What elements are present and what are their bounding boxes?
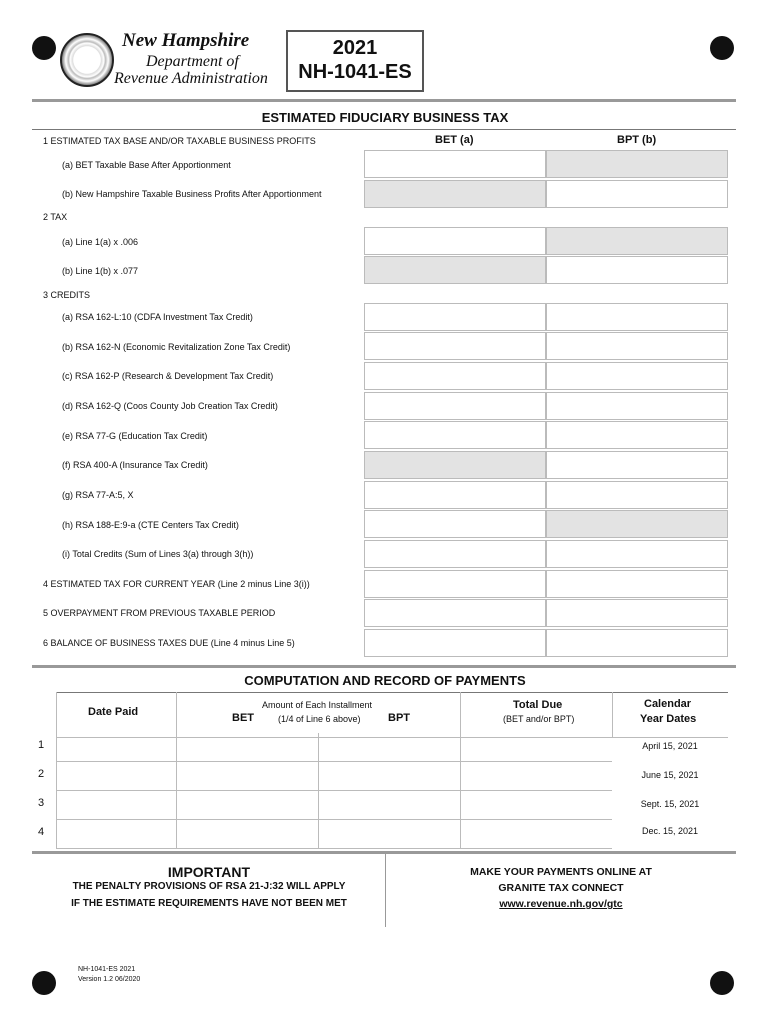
payment-1-date-input[interactable] xyxy=(56,733,176,762)
payment-4-bpt-input[interactable] xyxy=(318,820,460,849)
form-title: ESTIMATED FIDUCIARY BUSINESS TAX xyxy=(261,110,509,125)
amount-header: Amount of Each Installment xyxy=(262,700,373,710)
line-3f-bet-shaded xyxy=(364,451,546,479)
line-3i-bet-input[interactable] xyxy=(364,540,546,568)
line-3a-bet-input[interactable] xyxy=(364,303,546,331)
date-paid-header: Date Paid xyxy=(88,706,139,718)
bpt-column-header: BPT (b) xyxy=(617,134,657,146)
state-seal-icon xyxy=(60,33,114,87)
online-line-2: GRANITE TAX CONNECT xyxy=(498,882,624,894)
line-3i-label: (i) Total Credits (Sum of Lines 3(a) through 3(h)) xyxy=(62,549,254,559)
line-3e-bpt-input[interactable] xyxy=(546,421,728,449)
line-4-bet-input[interactable] xyxy=(364,570,546,598)
line-3g-bpt-input[interactable] xyxy=(546,481,728,509)
bet-column-header: BET (a) xyxy=(435,134,474,146)
line-3f-label: (f) RSA 400-A (Insurance Tax Credit) xyxy=(62,460,208,470)
line-2b-bet-shaded xyxy=(364,256,546,284)
line-1b-bpt-input[interactable] xyxy=(546,180,728,208)
payment-3-date-input[interactable] xyxy=(56,791,176,820)
payment-3-bet-input[interactable] xyxy=(176,791,318,820)
agency-dept: Department of xyxy=(146,53,239,70)
payment-2-due-date: June 15, 2021 xyxy=(641,770,699,780)
line-3c-bpt-input[interactable] xyxy=(546,362,728,390)
payment-4-due-date: Dec. 15, 2021 xyxy=(641,826,699,836)
registration-mark-top-left xyxy=(32,36,56,60)
payment-row-2-number: 2 xyxy=(38,768,45,780)
line-3c-label: (c) RSA 162-P (Research & Development Tax Credit) xyxy=(62,371,274,381)
footer-version: Version 1.2 06/2020 xyxy=(78,976,141,983)
line-1a-label: (a) BET Taxable Base After Apportionment xyxy=(62,160,231,170)
online-line-1: MAKE YOUR PAYMENTS ONLINE AT xyxy=(470,866,652,878)
line-3g-bet-input[interactable] xyxy=(364,481,546,509)
line-2a-bet-input[interactable] xyxy=(364,227,546,255)
line-3h-label: (h) RSA 188-E:9-a (CTE Centers Tax Credit) xyxy=(62,520,239,530)
bet-installment-header: BET xyxy=(232,712,254,724)
payments-title: COMPUTATION AND RECORD OF PAYMENTS xyxy=(244,673,526,688)
line-4-bpt-input[interactable] xyxy=(546,570,728,598)
total-due-header: Total Due xyxy=(513,699,563,711)
year-dates-header: Year Dates xyxy=(640,713,697,725)
line-2b-bpt-input[interactable] xyxy=(546,256,728,284)
line-2a-label: (a) Line 1(a) x .006 xyxy=(62,237,139,247)
form-number: NH-1041-ES xyxy=(298,61,412,83)
agency-name: New Hampshire xyxy=(122,30,250,51)
payment-3-bpt-input[interactable] xyxy=(318,791,460,820)
line-2b-label: (b) Line 1(b) x .077 xyxy=(62,266,139,276)
payment-row-1-number: 1 xyxy=(38,739,45,751)
line-1-label: 1 ESTIMATED TAX BASE AND/OR TAXABLE BUSINESS PROFITS xyxy=(43,136,316,146)
line-3e-bet-input[interactable] xyxy=(364,421,546,449)
payment-4-date-input[interactable] xyxy=(56,820,176,849)
line-1a-bet-input[interactable] xyxy=(364,150,546,178)
bpt-installment-header: BPT xyxy=(388,712,410,724)
line-6-label: 6 BALANCE OF BUSINESS TAXES DUE (Line 4 minus Line 5) xyxy=(43,638,295,648)
payment-row-3-number: 3 xyxy=(38,797,45,809)
agency-admin: Revenue Administration xyxy=(114,70,268,87)
payments-header-sep-3 xyxy=(612,692,613,738)
line-3-label: 3 CREDITS xyxy=(43,290,91,300)
payments-header-sep-2 xyxy=(460,692,461,738)
payment-row-4-number: 4 xyxy=(38,826,45,838)
payment-3-total-input[interactable] xyxy=(460,791,612,820)
line-2-label: 2 TAX xyxy=(43,212,68,222)
line-3d-bet-input[interactable] xyxy=(364,392,546,420)
line-1a-bpt-shaded xyxy=(546,150,728,178)
payment-1-due-date: April 15, 2021 xyxy=(642,741,698,751)
important-line-2: IF THE ESTIMATE REQUIREMENTS HAVE NOT BEEN MET xyxy=(71,898,347,909)
line-3d-label: (d) RSA 162-Q (Coos County Job Creation Tax Credit) xyxy=(62,401,278,411)
line-3c-bet-input[interactable] xyxy=(364,362,546,390)
header-divider xyxy=(32,99,736,102)
line-5-label: 5 OVERPAYMENT FROM PREVIOUS TAXABLE PERIOD xyxy=(43,608,276,618)
payment-3-due-date: Sept. 15, 2021 xyxy=(640,799,700,809)
line-3f-bpt-input[interactable] xyxy=(546,451,728,479)
line-4-label: 4 ESTIMATED TAX FOR CURRENT YEAR (Line 2 minus Line 3(i)) xyxy=(43,579,310,589)
total-due-subheader: (BET and/or BPT) xyxy=(503,714,575,724)
form-id-box xyxy=(286,30,424,92)
line-3b-bet-input[interactable] xyxy=(364,332,546,360)
payment-2-date-input[interactable] xyxy=(56,762,176,791)
line-3d-bpt-input[interactable] xyxy=(546,392,728,420)
line-3a-bpt-input[interactable] xyxy=(546,303,728,331)
line-6-bpt-input[interactable] xyxy=(546,629,728,657)
amount-subheader: (1/4 of Line 6 above) xyxy=(278,714,361,724)
payment-1-total-input[interactable] xyxy=(460,733,612,762)
payment-1-bet-input[interactable] xyxy=(176,733,318,762)
title-divider xyxy=(32,129,736,130)
payment-4-total-input[interactable] xyxy=(460,820,612,849)
line-3b-bpt-input[interactable] xyxy=(546,332,728,360)
calendar-header: Calendar xyxy=(644,698,692,710)
line-1b-bet-shaded xyxy=(364,180,546,208)
footer-form-id: NH-1041-ES 2021 xyxy=(78,966,136,973)
line-1b-label: (b) New Hampshire Taxable Business Profits After Apportionment xyxy=(62,189,322,199)
line-3e-label: (e) RSA 77-G (Education Tax Credit) xyxy=(62,431,208,441)
important-title: IMPORTANT xyxy=(167,864,251,880)
line-3h-bpt-shaded xyxy=(546,510,728,538)
important-line-1: THE PENALTY PROVISIONS OF RSA 21-J:32 WILL APPLY xyxy=(72,881,346,892)
notice-divider xyxy=(32,851,736,854)
payment-2-bpt-input[interactable] xyxy=(318,762,460,791)
payment-2-total-input[interactable] xyxy=(460,762,612,791)
line-3i-bpt-input[interactable] xyxy=(546,540,728,568)
registration-mark-top-right xyxy=(710,36,734,60)
payment-4-bet-input[interactable] xyxy=(176,820,318,849)
line-5-bet-input[interactable] xyxy=(364,599,546,627)
payments-header-sep-1 xyxy=(176,692,177,738)
line-2a-bpt-shaded xyxy=(546,227,728,255)
line-6-bet-input[interactable] xyxy=(364,629,546,657)
payment-2-bet-input[interactable] xyxy=(176,762,318,791)
line-3b-label: (b) RSA 162-N (Economic Revitalization Zone Tax Credit) xyxy=(62,342,291,352)
form-year: 2021 xyxy=(332,37,378,59)
line-3g-label: (g) RSA 77-A:5, X xyxy=(62,490,134,500)
line-3a-label: (a) RSA 162-L:10 (CDFA Investment Tax Credit) xyxy=(62,312,253,322)
line-3h-bet-input[interactable] xyxy=(364,510,546,538)
online-url-link[interactable]: www.revenue.nh.gov/gtc xyxy=(499,898,623,910)
line-5-bpt-input[interactable] xyxy=(546,599,728,627)
registration-mark-bottom-right xyxy=(710,971,734,995)
payments-divider xyxy=(32,665,736,668)
payment-1-bpt-input[interactable] xyxy=(318,733,460,762)
registration-mark-bottom-left xyxy=(32,971,56,995)
